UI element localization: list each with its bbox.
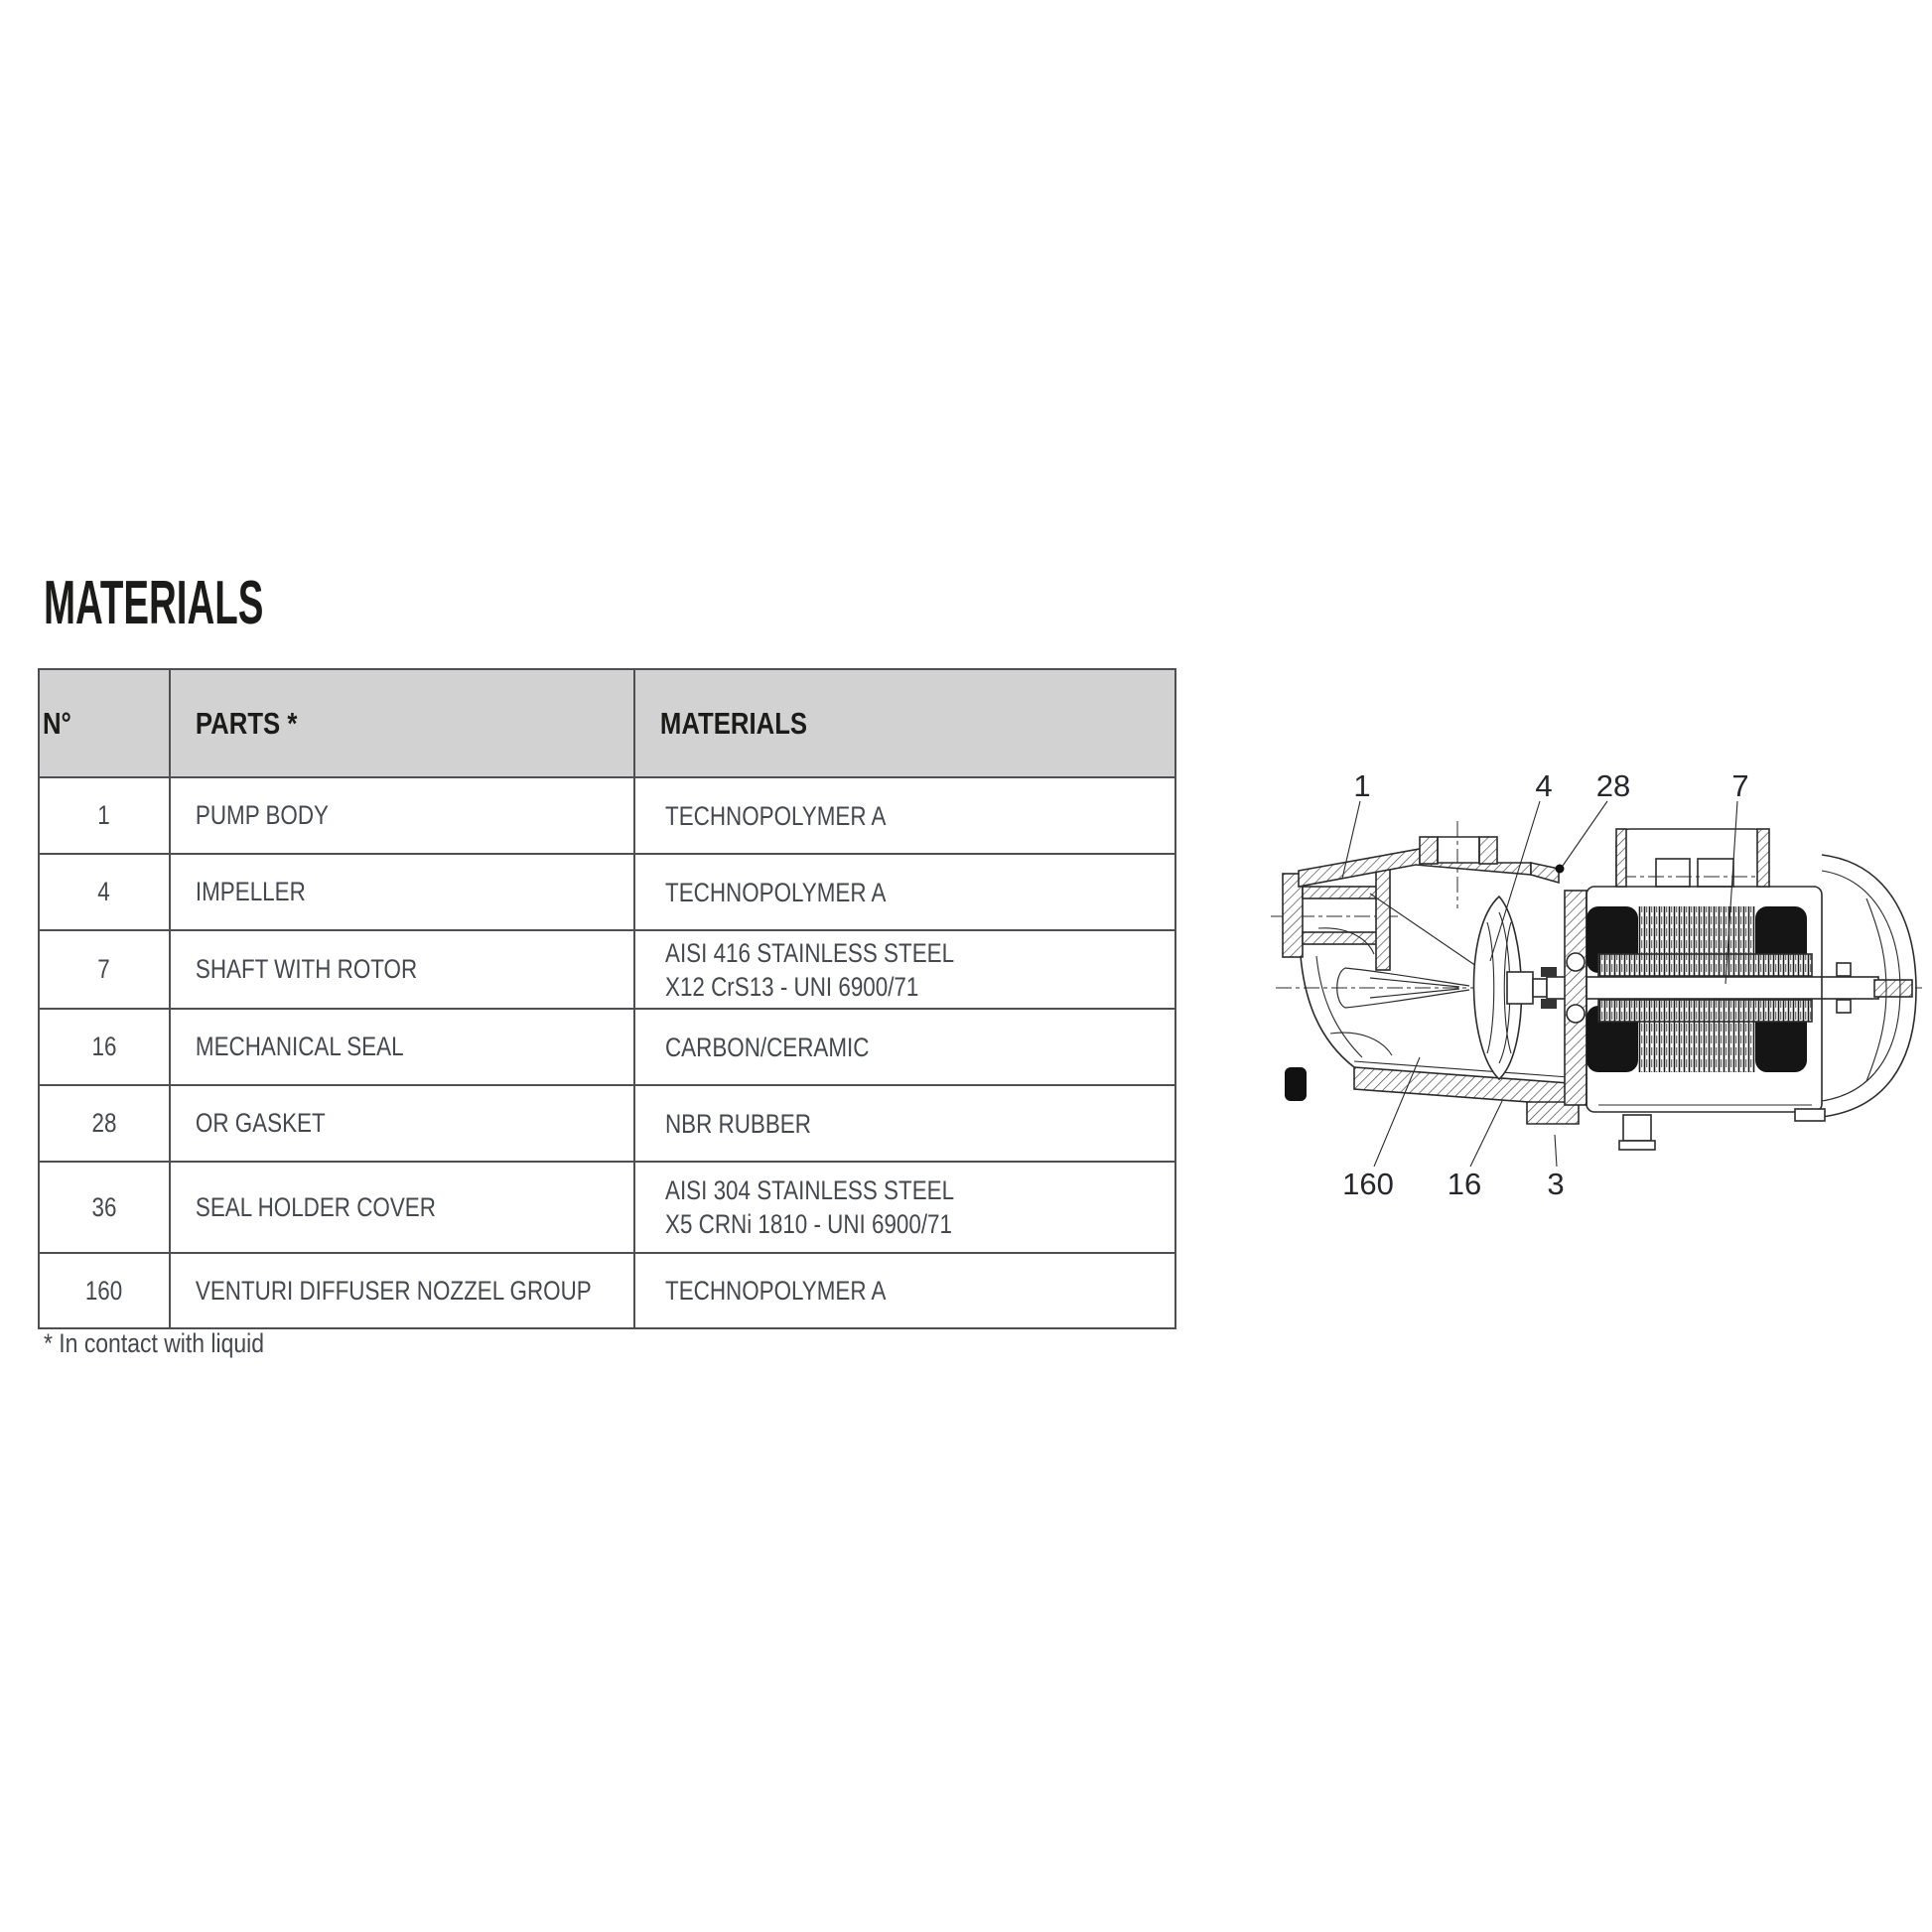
cell-part: OR GASKET xyxy=(170,1085,634,1162)
cell-no: 1 xyxy=(39,777,170,854)
part-label-7: 7 xyxy=(1731,768,1749,803)
leader-line-3 xyxy=(1555,1135,1557,1167)
cell-no: 160 xyxy=(39,1253,170,1328)
shaft-nut xyxy=(1533,979,1547,997)
drain-stub-flange xyxy=(1619,1141,1655,1150)
cell-part: VENTURI DIFFUSER NOZZEL GROUP xyxy=(170,1253,634,1328)
body-lower-left-outline xyxy=(1301,956,1354,1067)
winding-connector-2 xyxy=(1698,859,1733,887)
header-cell-materials: MATERIALS xyxy=(634,669,1175,777)
cell-part: PUMP BODY xyxy=(170,777,634,854)
bolt-hole-bottom xyxy=(1567,1005,1585,1023)
drain-stub xyxy=(1623,1115,1651,1141)
terminal-box xyxy=(1616,829,1767,887)
cell-material: AISI 416 STAINLESS STEEL X12 CrS13 - UNI 6900/71 xyxy=(634,930,1175,1009)
table-row xyxy=(39,777,1175,854)
cell-no: 16 xyxy=(39,1009,170,1085)
rotor-lamination-bottom xyxy=(1598,1000,1812,1022)
part-label-28: 28 xyxy=(1595,768,1631,803)
table-row xyxy=(39,1085,1175,1162)
terminal-box-right-wall xyxy=(1757,829,1769,887)
shaft xyxy=(1547,977,1878,999)
leader-line-16 xyxy=(1470,1101,1502,1167)
cell-material: TECHNOPOLYMER A xyxy=(634,854,1175,930)
bearing-top xyxy=(1837,963,1851,976)
cell-part: SEAL HOLDER COVER xyxy=(170,1162,634,1253)
part-label-4: 4 xyxy=(1535,768,1553,803)
cell-part: SHAFT WITH ROTOR xyxy=(170,930,634,1009)
impeller-hub xyxy=(1507,972,1533,1004)
rubber-foot xyxy=(1285,1067,1307,1101)
discharge-boss-right-wall xyxy=(1479,837,1497,864)
cell-material: AISI 304 STAINLESS STEEL X5 CRNi 1810 - UNI 6900/71 xyxy=(634,1162,1175,1253)
table-row xyxy=(39,1162,1175,1253)
suction-pipe-bottom-wall xyxy=(1303,932,1382,944)
part-label-1: 1 xyxy=(1353,768,1371,803)
terminal-box-left-wall xyxy=(1616,829,1626,887)
bearing-bottom xyxy=(1837,1000,1851,1013)
materials-table xyxy=(38,668,1176,1329)
footnote: * In contact with liquid xyxy=(44,1328,264,1358)
shaft-end-stub xyxy=(1874,980,1912,997)
body-front-flange xyxy=(1376,863,1390,970)
cell-part: MECHANICAL SEAL xyxy=(170,1009,634,1085)
table-row xyxy=(39,854,1175,930)
cell-part: IMPELLER xyxy=(170,854,634,930)
pump-cross-section-diagram xyxy=(1271,759,1926,1206)
impeller xyxy=(1473,897,1547,1079)
suction-pipe-top-wall xyxy=(1303,887,1382,898)
header-cell-no: N° xyxy=(39,669,170,777)
cell-material: NBR RUBBER xyxy=(634,1085,1175,1162)
table-row xyxy=(39,1253,1175,1328)
table-row xyxy=(39,1009,1175,1085)
motor-foot xyxy=(1795,1109,1825,1121)
part-label-160: 160 xyxy=(1342,1167,1394,1201)
page-title: MATERIALS xyxy=(44,569,264,637)
discharge-boss-left-wall xyxy=(1420,837,1438,864)
seal-holder-bracket xyxy=(1565,891,1587,1105)
discharge-bore xyxy=(1438,837,1479,863)
leader-line-28 xyxy=(1563,801,1607,866)
part-label-16: 16 xyxy=(1447,1167,1482,1201)
bolt-hole-top xyxy=(1567,953,1585,971)
cell-no: 28 xyxy=(39,1085,170,1162)
volute-curve-2 xyxy=(1330,1033,1392,1055)
table-row xyxy=(39,930,1175,1009)
winding-connector-1 xyxy=(1656,859,1690,887)
cell-material: TECHNOPOLYMER A xyxy=(634,777,1175,854)
table-header-row xyxy=(39,669,1175,777)
rotor-lamination-top xyxy=(1598,954,1812,976)
cell-material: CARBON/CERAMIC xyxy=(634,1009,1175,1085)
cell-no: 4 xyxy=(39,854,170,930)
cell-material: TECHNOPOLYMER A xyxy=(634,1253,1175,1328)
body-right-flange xyxy=(1531,863,1559,883)
part-label-3: 3 xyxy=(1547,1167,1565,1201)
cell-no: 36 xyxy=(39,1162,170,1253)
end-cap-rib-bottom xyxy=(1866,990,1886,1081)
bottom-slab xyxy=(1354,1067,1569,1105)
header-cell-parts: PARTS * xyxy=(170,669,634,777)
cell-no: 7 xyxy=(39,930,170,1009)
